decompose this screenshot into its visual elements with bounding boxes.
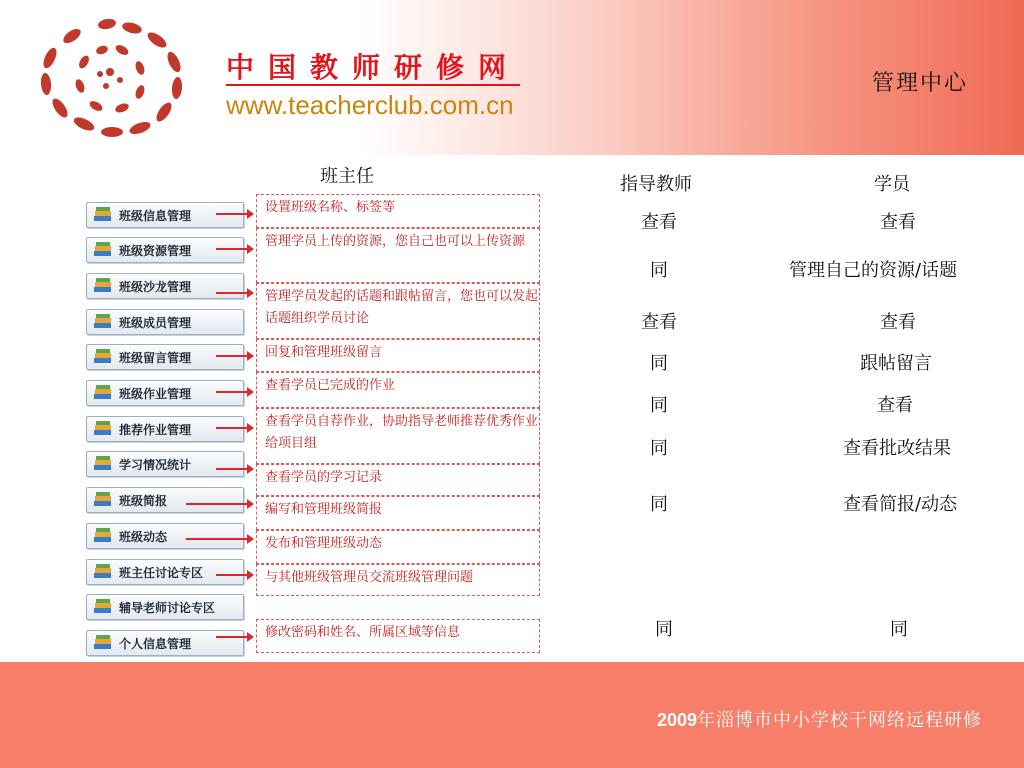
menu-item-label: 辅导老师讨论专区 [119, 601, 216, 615]
arrow-connector [216, 468, 252, 470]
column-head-tutor: 指导教师 [620, 174, 692, 195]
student-cell: 查看 [880, 212, 916, 233]
header-banner [0, 0, 1024, 155]
tutor-cell: 查看 [641, 312, 677, 333]
arrow-connector [216, 391, 252, 393]
tutor-cell: 同 [650, 438, 668, 459]
menu-item-label: 班级动态 [119, 530, 168, 544]
arrow-connector [216, 355, 252, 357]
book-stack-icon [93, 420, 113, 438]
menu-item-recommended-homework[interactable] [86, 416, 244, 442]
book-stack-icon [93, 455, 113, 473]
tutor-cell: 同 [650, 395, 668, 416]
menu-item-class-info[interactable] [86, 202, 244, 228]
tutor-cell: 同 [650, 353, 668, 374]
menu-item-label: 班级沙龙管理 [119, 280, 192, 294]
menu-item-label: 个人信息管理 [119, 637, 192, 651]
menu-item-class-news[interactable] [86, 523, 244, 549]
menu-item-label: 班主任讨论专区 [119, 566, 204, 580]
description-box: 管理学员上传的资源，您自己也可以上传资源 [256, 228, 540, 283]
column-head-student: 学员 [874, 174, 910, 195]
page-title: 管理中心 [872, 71, 969, 96]
menu-item-label: 班级简报 [119, 494, 168, 508]
student-cell: 查看 [877, 395, 913, 416]
menu-item-tutor-forum[interactable] [86, 594, 244, 620]
menu-item-class-members[interactable] [86, 309, 244, 335]
site-url[interactable]: www.teacherclub.com.cn [226, 90, 514, 120]
tutor-cell: 同 [650, 260, 668, 281]
student-cell: 管理自己的资源/话题 [789, 260, 958, 281]
book-stack-icon [93, 384, 113, 402]
book-stack-icon [93, 241, 113, 259]
description-box: 设置班级名称、标签等 [256, 194, 540, 228]
arrow-connector [216, 636, 252, 638]
menu-item-label: 班级资源管理 [119, 244, 192, 258]
footer-year: 2009 [656, 710, 697, 730]
tutor-cell: 查看 [641, 212, 677, 233]
arrow-connector [216, 292, 252, 294]
description-box: 回复和管理班级留言 [256, 339, 540, 372]
site-name: 中国教师研修网 [226, 51, 521, 84]
arrow-connector [186, 503, 252, 505]
menu-item-class-resources[interactable] [86, 237, 244, 263]
book-stack-icon [93, 491, 113, 509]
menu-item-class-homework[interactable] [86, 380, 244, 406]
menu-item-label: 班级成员管理 [119, 316, 192, 330]
book-stack-icon [93, 563, 113, 581]
description-box: 编写和管理班级简报 [256, 496, 540, 530]
student-cell: 同 [890, 619, 908, 640]
menu-item-class-messages[interactable] [86, 344, 244, 370]
description-box: 发布和管理班级动态 [256, 530, 540, 564]
description-box: 查看学员的学习记录 [256, 464, 540, 496]
footer-caption [657, 706, 982, 732]
menu-item-head-teacher-forum[interactable] [86, 559, 244, 585]
student-cell: 查看 [880, 312, 916, 333]
description-box: 查看学员自荐作业，协助指导老师推荐优秀作业给项目组 [256, 408, 540, 464]
menu-item-label: 班级作业管理 [119, 387, 192, 401]
footer-text: 年淄博市中小学校干网络远程研修 [697, 710, 982, 731]
arrow-connector [216, 248, 252, 250]
menu-item-personal-info[interactable] [86, 630, 244, 656]
description-box: 修改密码和姓名、所属区域等信息 [256, 619, 540, 653]
book-stack-icon [93, 313, 113, 331]
book-stack-icon [93, 634, 113, 652]
description-box: 与其他班级管理员交流班级管理问题 [256, 564, 540, 596]
student-cell: 跟帖留言 [860, 353, 932, 374]
menu-item-label: 学习情况统计 [119, 458, 192, 472]
column-head-head-teacher: 班主任 [320, 166, 374, 187]
menu-item-class-bulletin[interactable] [86, 487, 244, 513]
description-box: 管理学员发起的话题和跟帖留言，您也可以发起话题组织学员讨论 [256, 283, 540, 339]
tutor-cell: 同 [655, 619, 673, 640]
book-stack-icon [93, 348, 113, 366]
arrow-connector [216, 213, 252, 215]
menu-item-label: 推荐作业管理 [119, 423, 192, 437]
menu-item-study-statistics[interactable] [86, 451, 244, 477]
book-stack-icon [93, 598, 113, 616]
book-stack-icon [93, 277, 113, 295]
menu-item-label: 班级信息管理 [119, 209, 192, 223]
menu-item-class-salon[interactable] [86, 273, 244, 299]
arrow-connector [216, 427, 252, 429]
arrow-connector [186, 538, 252, 540]
student-cell: 查看批改结果 [843, 438, 951, 459]
student-cell: 查看简报/动态 [843, 494, 958, 515]
description-box: 查看学员已完成的作业 [256, 372, 540, 408]
book-stack-icon [93, 206, 113, 224]
book-stack-icon [93, 527, 113, 545]
tutor-cell: 同 [650, 494, 668, 515]
menu-item-label: 班级留言管理 [119, 351, 192, 365]
arrow-connector [216, 574, 252, 576]
logo-swirl-icon [22, 10, 192, 140]
